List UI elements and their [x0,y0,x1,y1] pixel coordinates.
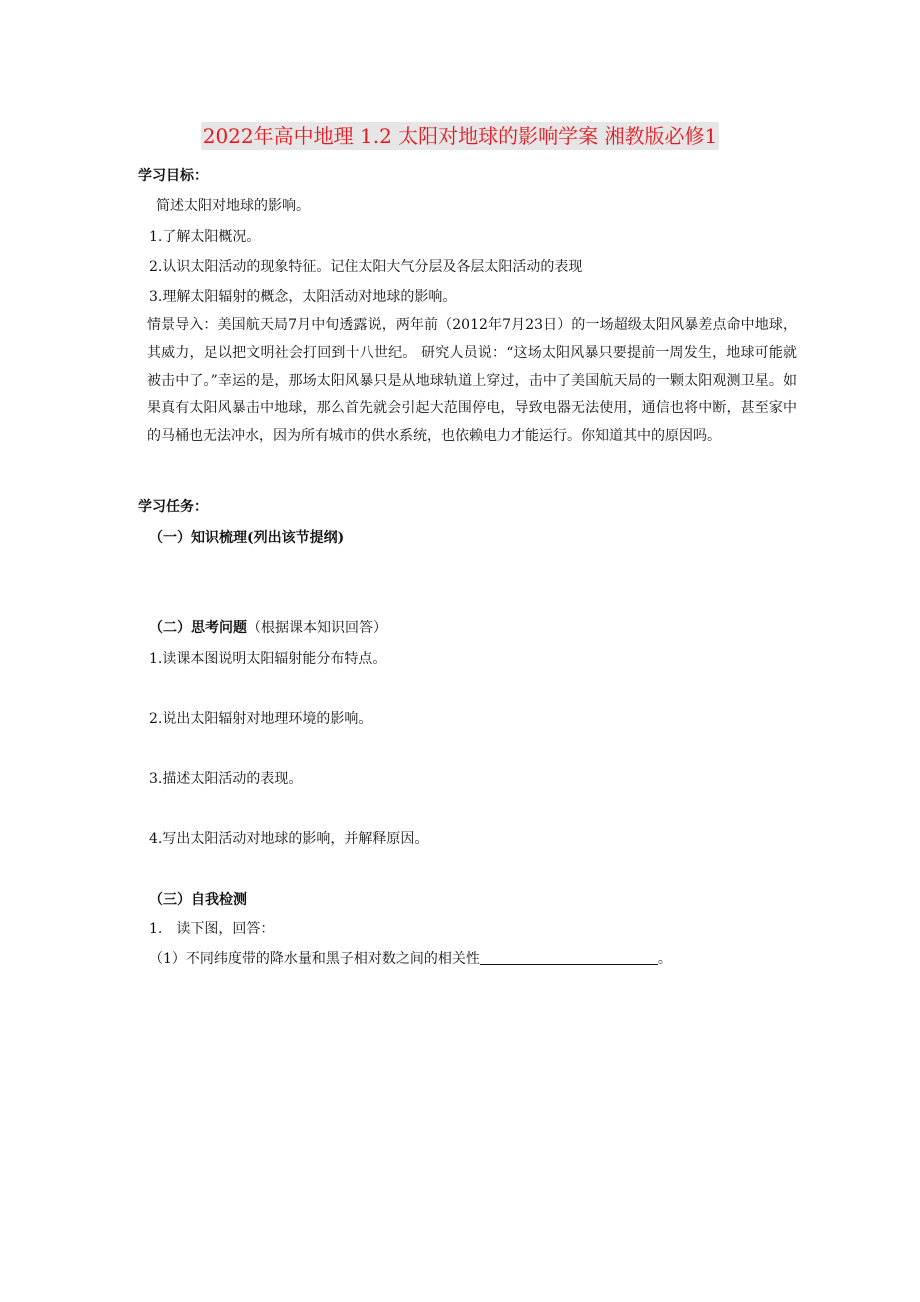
test-subquestion-1 [149,949,672,969]
question-2: 2.说出太阳辐射对地理环境的影响。 [149,711,373,727]
question-1: 1.读课本图说明太阳辐射能分布特点。 [149,651,387,667]
section-thinking-questions-title: （二）思考问题 [149,620,247,636]
section-self-test: （三）自我检测 [149,892,247,908]
test-item-1: 1. 读下图，回答： [149,921,275,937]
test-subquestion-1-end: 。 [657,951,672,967]
objectives-heading: 学习目标： [138,168,208,184]
test-subquestion-1-text: （1）不同纬度带的降水量和黑子相对数之间的相关性 [149,951,480,967]
tasks-heading: 学习任务： [138,499,208,515]
document-title-text: 2022年高中地理 1.2 太阳对地球的影响学案 湘教版必修1 [202,124,718,148]
section-knowledge-outline: （一）知识梳理(列出该节提纲) [149,530,345,546]
section-thinking-questions [149,618,387,638]
objective-item-2: 2.认识太阳活动的现象特征。记住太阳大气分层及各层太阳活动的表现 [149,259,583,275]
document-title [0,122,920,150]
answer-blank[interactable] [480,950,658,965]
section-thinking-questions-note: （根据课本知识回答） [247,620,387,636]
scenario-intro-paragraph: 情景导入：美国航天局7月中旬透露说，两年前（2012年7月23日）的一场超级太阳风暴差点命中地球，其威力，足以把文明社会打回到十八世纪。 研究人员说：“这场太阳风暴只要提前一周发生，地球可能就被击中了。”幸运的是，那场太阳风暴只是从地球轨道上穿过，击中了美国航天局的一颗太阳观测卫星。如果真有太阳风暴击中地球，那么首先就会引起大范围停电，导致电器无法使用，通信也将中断，甚至家中的马桶也无法冲水，因为所有城市的供水系统，也依赖电力才能运行。你知道其中的原因吗。 [147,317,797,445]
objective-item-3: 3.理解太阳辐射的概念，太阳活动对地球的影响。 [149,289,457,305]
question-4: 4.写出太阳活动对地球的影响，并解释原因。 [149,831,429,847]
question-3: 3.描述太阳活动的表现。 [149,771,303,787]
objective-item-1: 1.了解太阳概况。 [149,229,261,245]
objective-summary: 简述太阳对地球的影响。 [156,198,310,214]
